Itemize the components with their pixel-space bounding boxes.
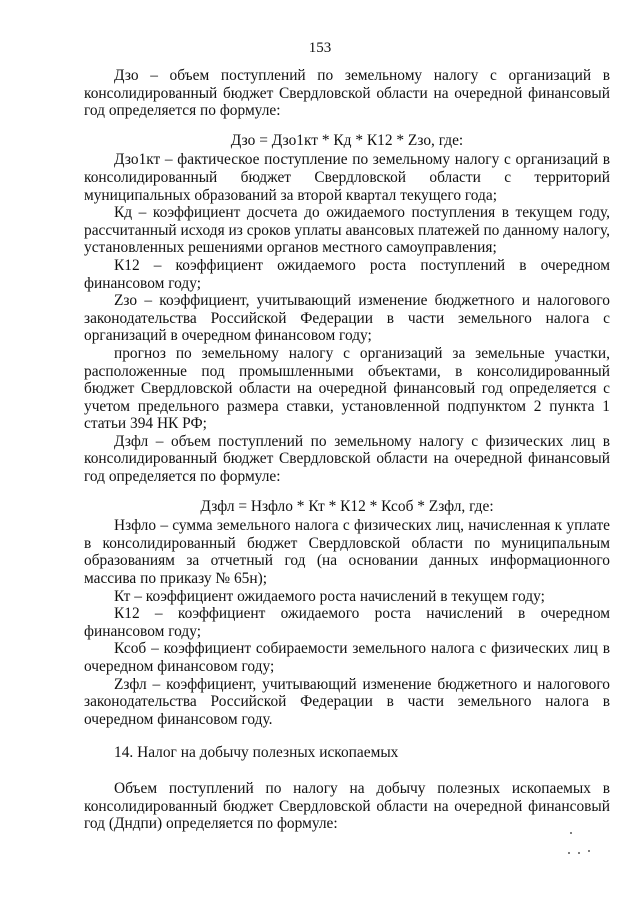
paragraph-zzo: Zзо – коэффициент, учитывающий изменение бюджетного и налогового законодательства Российской Федерации в части земельного налога с организаций в очередном финансовом году;: [84, 292, 610, 345]
section-heading-mineral-tax: 14. Налог на добычу полезных ископаемых: [114, 744, 399, 762]
paragraph-nzflo: Нзфло – сумма земельного налога с физических лиц, начисленная к уплате в консолидированный бюджет Свердловской области по муниципальным образованиям за отчетный год (на основании данных информационного массива по приказу № 65н);: [84, 517, 610, 588]
paragraph-forecast-industrial: прогноз по земельному налогу с организаций за земельные участки, расположенные под промышленными объектами, в консолидированный бюджет Свердловской области на очередной финансовый год определяется с учетом предельного размера ставки, установленной подпунктом 2 пункта 1 статьи 394 НК РФ;: [84, 344, 610, 433]
paragraph-kd: Кд – коэффициент досчета до ожидаемого поступления в текущем году, рассчитанный исходя из сроков уплаты авансовых платежей по данному налогу, установленных решениями органов местного самоуправления;: [84, 204, 610, 257]
paragraph-zzfl: Zзфл – коэффициент, учитывающий изменение бюджетного и налогового законодательства Российской Федерации в части земельного налога в очередном финансовом году.: [84, 675, 610, 728]
scan-marks: [566, 830, 596, 860]
paragraph-ksob: Ксоб – коэффициент собираемости земельного налога с физических лиц в очередном финансовом году;: [84, 640, 610, 675]
paragraph-dndpi-definition: Объем поступлений по налогу на добычу полезных ископаемых в консолидированный бюджет Свердловской области на очередной финансовый год (Дндпи) определяется по формуле:: [84, 779, 610, 833]
paragraph-dzo-definition: Дзо – объем поступлений по земельному налогу с организаций в консолидированный бюджет Свердловской области на очередной финансовый год определяется по формуле:: [84, 67, 610, 120]
paragraph-kt: Кт – коэффициент ожидаемого роста начислений в текущем году;: [114, 587, 545, 605]
paragraph-k12-accruals: К12 – коэффициент ожидаемого роста начислений в очередном финансовом году;: [84, 605, 610, 640]
formula-dzo: Дзо = Дзо1кт * Кд * К12 * Zзо, где:: [230, 131, 464, 149]
document-body: [84, 67, 610, 833]
formula-dzfl: Дзфл = Нзфло * Кт * К12 * Ксоб * Zзфл, где:: [200, 497, 494, 515]
paragraph-dzo1kt: Дзо1кт – фактическое поступление по земельному налогу с организаций в консолидированный бюджет Свердловской области с территорий муниципальных образований за второй квартал текущего года;: [84, 151, 610, 204]
paragraph-dzfl-definition: Дзфл – объем поступлений по земельному налогу с физических лиц в консолидированный бюджет Свердловской области на очередной финансовый год определяется по формуле:: [84, 432, 610, 486]
paragraph-k12: К12 – коэффициент ожидаемого роста поступлений в очередном финансовом году;: [84, 256, 610, 292]
page-number: 153: [308, 40, 332, 56]
